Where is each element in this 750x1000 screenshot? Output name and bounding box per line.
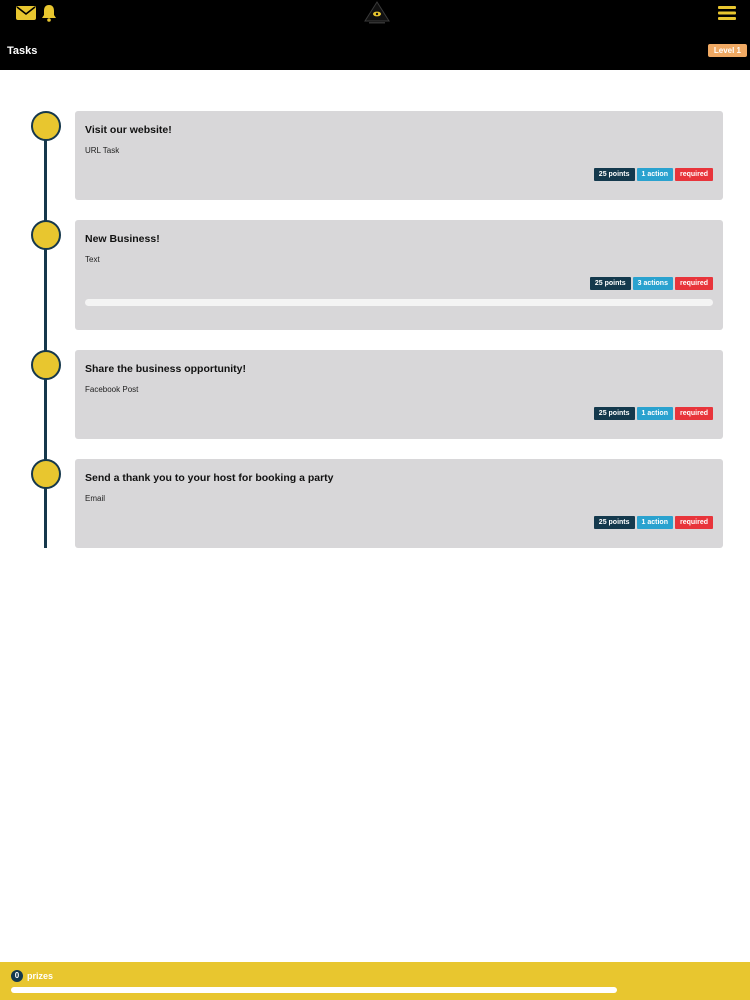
task-type: Facebook Post xyxy=(85,385,139,394)
hamburger-menu-icon[interactable] xyxy=(718,5,736,26)
timeline-dot xyxy=(31,220,61,250)
points-badge: 25 points xyxy=(594,168,635,181)
actions-badge: 3 actions xyxy=(633,277,673,290)
brand-logo-icon xyxy=(363,0,391,29)
task-badges xyxy=(594,516,713,529)
prize-count-badge: 0 xyxy=(11,970,23,982)
task-type: URL Task xyxy=(85,146,120,155)
bell-icon[interactable] xyxy=(40,4,58,27)
timeline-dot xyxy=(31,350,61,380)
task-badges xyxy=(594,407,713,420)
required-badge: required xyxy=(675,277,713,290)
actions-badge: 1 action xyxy=(637,407,673,420)
required-badge: required xyxy=(675,168,713,181)
task-badges xyxy=(590,277,713,290)
task-card[interactable] xyxy=(75,459,723,548)
actions-badge: 1 action xyxy=(637,516,673,529)
task-title: Send a thank you to your host for booking a party xyxy=(85,472,334,484)
page-title: Tasks xyxy=(7,45,38,57)
points-badge: 25 points xyxy=(590,277,631,290)
points-badge: 25 points xyxy=(594,516,635,529)
task-card[interactable] xyxy=(75,220,723,330)
level-badge: Level 1 xyxy=(708,44,747,57)
points-badge: 25 points xyxy=(594,407,635,420)
actions-badge: 1 action xyxy=(637,168,673,181)
task-type: Text xyxy=(85,255,100,264)
prizes-progress-bar xyxy=(11,987,617,993)
top-bar xyxy=(0,0,750,70)
task-title: Visit our website! xyxy=(85,124,172,136)
prize-label: prizes xyxy=(27,971,54,981)
task-title: Share the business opportunity! xyxy=(85,363,247,375)
mail-icon[interactable] xyxy=(16,5,36,26)
prizes-bar[interactable] xyxy=(0,962,750,1000)
timeline-dot xyxy=(31,459,61,489)
required-badge: required xyxy=(675,516,713,529)
task-title: New Business! xyxy=(85,233,160,245)
task-badges xyxy=(594,168,713,181)
required-badge: required xyxy=(675,407,713,420)
timeline-dot xyxy=(31,111,61,141)
task-type: Email xyxy=(85,494,106,503)
task-card[interactable] xyxy=(75,111,723,200)
task-progress-bar xyxy=(85,299,713,306)
task-card[interactable] xyxy=(75,350,723,439)
